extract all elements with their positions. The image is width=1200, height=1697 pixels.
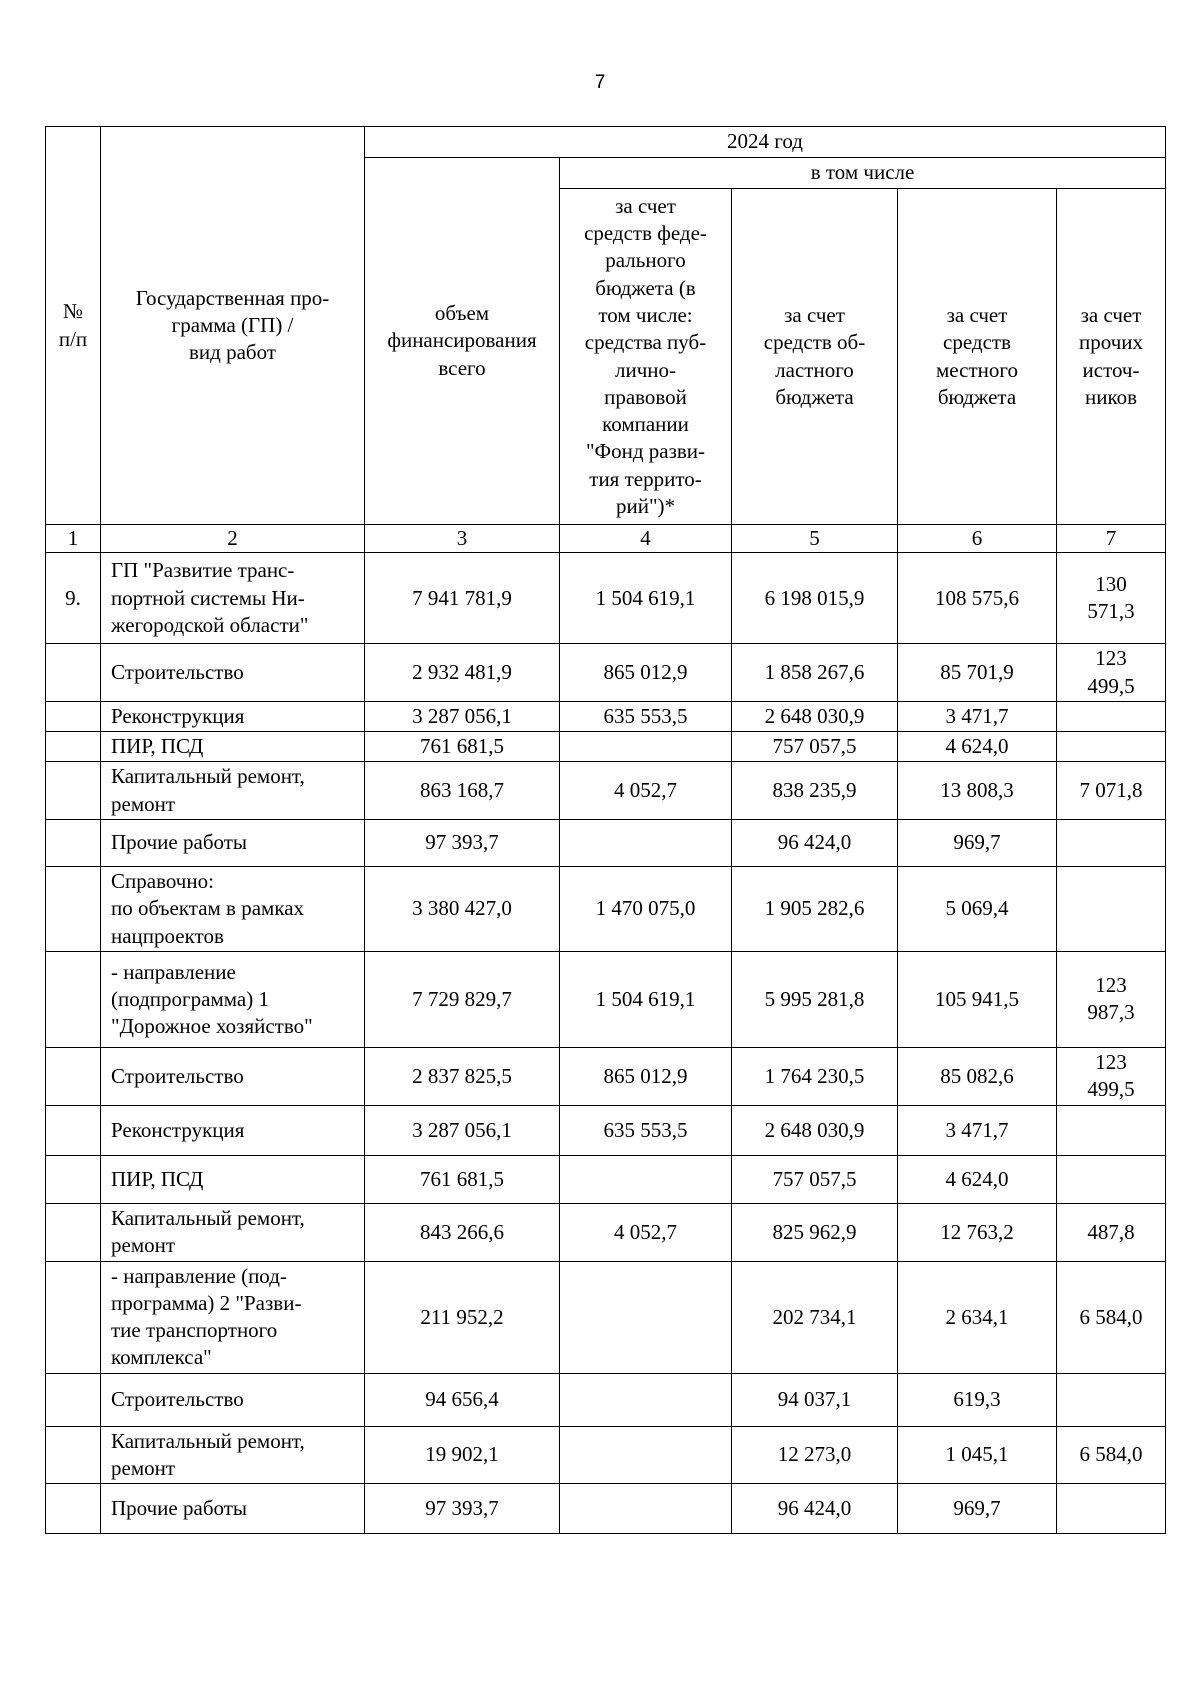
table-row — [46, 951, 1166, 1047]
row-name: Справочно: по объектам в рамках нацпроектов — [101, 867, 365, 952]
cell-total: 19 902,1 — [365, 1426, 560, 1484]
cell-other: 487,8 — [1057, 1203, 1166, 1261]
row-number — [46, 1484, 101, 1534]
cell-federal: 4 052,7 — [560, 762, 732, 820]
cell-other: 123 987,3 — [1057, 951, 1166, 1047]
cell-federal: 635 553,5 — [560, 701, 732, 731]
cell-federal — [560, 820, 732, 867]
cell-federal — [560, 1155, 732, 1203]
cell-local: 4 624,0 — [898, 732, 1057, 762]
cell-regional: 12 273,0 — [732, 1426, 898, 1484]
cell-local: 2 634,1 — [898, 1261, 1057, 1373]
cell-federal: 1 504 619,1 — [560, 553, 732, 644]
cell-other — [1057, 1155, 1166, 1203]
column-number: 3 — [365, 525, 560, 553]
header-year: 2024 год — [365, 127, 1166, 158]
cell-federal: 865 012,9 — [560, 1047, 732, 1105]
table-row — [46, 1105, 1166, 1155]
cell-regional: 94 037,1 — [732, 1373, 898, 1426]
cell-local: 3 471,7 — [898, 1105, 1057, 1155]
cell-regional: 202 734,1 — [732, 1261, 898, 1373]
column-number: 2 — [101, 525, 365, 553]
budget-table — [45, 126, 1166, 1534]
cell-total: 843 266,6 — [365, 1203, 560, 1261]
cell-regional: 825 962,9 — [732, 1203, 898, 1261]
cell-total: 863 168,7 — [365, 762, 560, 820]
cell-total: 761 681,5 — [365, 1155, 560, 1203]
row-number — [46, 701, 101, 731]
table-row — [46, 1373, 1166, 1426]
cell-total: 7 729 829,7 — [365, 951, 560, 1047]
row-number — [46, 951, 101, 1047]
table-row — [46, 1484, 1166, 1534]
cell-total: 97 393,7 — [365, 1484, 560, 1534]
row-number — [46, 820, 101, 867]
cell-local: 85 082,6 — [898, 1047, 1057, 1105]
cell-total: 2 837 825,5 — [365, 1047, 560, 1105]
row-number — [46, 1105, 101, 1155]
cell-local: 12 763,2 — [898, 1203, 1057, 1261]
table-row — [46, 1047, 1166, 1105]
cell-local: 969,7 — [898, 1484, 1057, 1534]
header-col-num: № п/п — [46, 127, 101, 525]
cell-local: 3 471,7 — [898, 701, 1057, 731]
row-number — [46, 644, 101, 702]
table-row — [46, 820, 1166, 867]
column-number: 1 — [46, 525, 101, 553]
cell-regional: 1 905 282,6 — [732, 867, 898, 952]
header-col-regional: за счет средств об- ластного бюджета — [732, 189, 898, 525]
row-name: Реконструкция — [101, 1105, 365, 1155]
header-col-other: за счет прочих источ- ников — [1057, 189, 1166, 525]
header-col-local: за счет средств местного бюджета — [898, 189, 1057, 525]
column-number: 7 — [1057, 525, 1166, 553]
row-name: - направление (под- программа) 2 "Разви- тие транспортного комплекса" — [101, 1261, 365, 1373]
table-row — [46, 1155, 1166, 1203]
cell-total: 94 656,4 — [365, 1373, 560, 1426]
cell-other: 6 584,0 — [1057, 1426, 1166, 1484]
cell-regional: 6 198 015,9 — [732, 553, 898, 644]
cell-total: 97 393,7 — [365, 820, 560, 867]
cell-total: 761 681,5 — [365, 732, 560, 762]
cell-other: 130 571,3 — [1057, 553, 1166, 644]
table-row — [46, 1426, 1166, 1484]
cell-regional: 2 648 030,9 — [732, 701, 898, 731]
row-name: - направление (подпрограмма) 1 "Дорожное хозяйство" — [101, 951, 365, 1047]
cell-federal — [560, 1261, 732, 1373]
row-number — [46, 1373, 101, 1426]
cell-regional: 757 057,5 — [732, 732, 898, 762]
header-col-total: объем финансирования всего — [365, 158, 560, 525]
row-number — [46, 732, 101, 762]
cell-federal — [560, 1484, 732, 1534]
table-row — [46, 762, 1166, 820]
cell-local: 969,7 — [898, 820, 1057, 867]
cell-regional: 96 424,0 — [732, 820, 898, 867]
row-name: Строительство — [101, 1047, 365, 1105]
table-row — [46, 644, 1166, 702]
row-name: ГП "Развитие транс- портной системы Ни- жегородской области" — [101, 553, 365, 644]
cell-other: 123 499,5 — [1057, 644, 1166, 702]
cell-total: 3 287 056,1 — [365, 1105, 560, 1155]
cell-regional: 5 995 281,8 — [732, 951, 898, 1047]
cell-local: 13 808,3 — [898, 762, 1057, 820]
row-name: Капитальный ремонт, ремонт — [101, 1203, 365, 1261]
table-row — [46, 1203, 1166, 1261]
cell-federal: 1 504 619,1 — [560, 951, 732, 1047]
cell-regional: 1 858 267,6 — [732, 644, 898, 702]
row-name: Строительство — [101, 644, 365, 702]
cell-federal: 865 012,9 — [560, 644, 732, 702]
cell-federal — [560, 1426, 732, 1484]
cell-federal — [560, 732, 732, 762]
row-name: Реконструкция — [101, 701, 365, 731]
cell-federal: 4 052,7 — [560, 1203, 732, 1261]
row-name: Прочие работы — [101, 1484, 365, 1534]
row-name: Строительство — [101, 1373, 365, 1426]
cell-local: 105 941,5 — [898, 951, 1057, 1047]
cell-total: 2 932 481,9 — [365, 644, 560, 702]
cell-total: 3 380 427,0 — [365, 867, 560, 952]
cell-regional: 838 235,9 — [732, 762, 898, 820]
table-row — [46, 1261, 1166, 1373]
cell-federal: 1 470 075,0 — [560, 867, 732, 952]
column-number: 6 — [898, 525, 1057, 553]
table-row — [46, 867, 1166, 952]
cell-other — [1057, 1484, 1166, 1534]
row-number — [46, 1203, 101, 1261]
row-name: ПИР, ПСД — [101, 1155, 365, 1203]
cell-other: 123 499,5 — [1057, 1047, 1166, 1105]
cell-other: 7 071,8 — [1057, 762, 1166, 820]
row-name: ПИР, ПСД — [101, 732, 365, 762]
cell-local: 1 045,1 — [898, 1426, 1057, 1484]
row-number — [46, 867, 101, 952]
cell-total: 3 287 056,1 — [365, 701, 560, 731]
cell-regional: 96 424,0 — [732, 1484, 898, 1534]
cell-other — [1057, 1373, 1166, 1426]
row-name: Капитальный ремонт, ремонт — [101, 762, 365, 820]
header-col-federal: за счет средств феде- рального бюджета (в том числе: средства пуб- лично- правовой компании "Фонд разви- тия террито- рий")* — [560, 189, 732, 525]
cell-other — [1057, 820, 1166, 867]
cell-other: 6 584,0 — [1057, 1261, 1166, 1373]
cell-regional: 757 057,5 — [732, 1155, 898, 1203]
cell-federal: 635 553,5 — [560, 1105, 732, 1155]
cell-other — [1057, 701, 1166, 731]
column-number: 5 — [732, 525, 898, 553]
cell-federal — [560, 1373, 732, 1426]
row-name: Капитальный ремонт, ремонт — [101, 1426, 365, 1484]
header-col-program: Государственная про- грамма (ГП) / вид работ — [101, 127, 365, 525]
table-row — [46, 732, 1166, 762]
row-number — [46, 762, 101, 820]
cell-regional: 2 648 030,9 — [732, 1105, 898, 1155]
cell-local: 5 069,4 — [898, 867, 1057, 952]
row-name: Прочие работы — [101, 820, 365, 867]
cell-other — [1057, 867, 1166, 952]
cell-other — [1057, 732, 1166, 762]
cell-local: 108 575,6 — [898, 553, 1057, 644]
page-number: 7 — [594, 72, 606, 93]
row-number — [46, 1426, 101, 1484]
table-row — [46, 701, 1166, 731]
cell-total: 7 941 781,9 — [365, 553, 560, 644]
row-number — [46, 1155, 101, 1203]
header-including: в том числе — [560, 158, 1166, 189]
row-number — [46, 1261, 101, 1373]
cell-total: 211 952,2 — [365, 1261, 560, 1373]
column-number: 4 — [560, 525, 732, 553]
cell-local: 85 701,9 — [898, 644, 1057, 702]
table-row — [46, 553, 1166, 644]
cell-local: 619,3 — [898, 1373, 1057, 1426]
cell-local: 4 624,0 — [898, 1155, 1057, 1203]
row-number — [46, 1047, 101, 1105]
row-number: 9. — [46, 553, 101, 644]
cell-regional: 1 764 230,5 — [732, 1047, 898, 1105]
cell-other — [1057, 1105, 1166, 1155]
